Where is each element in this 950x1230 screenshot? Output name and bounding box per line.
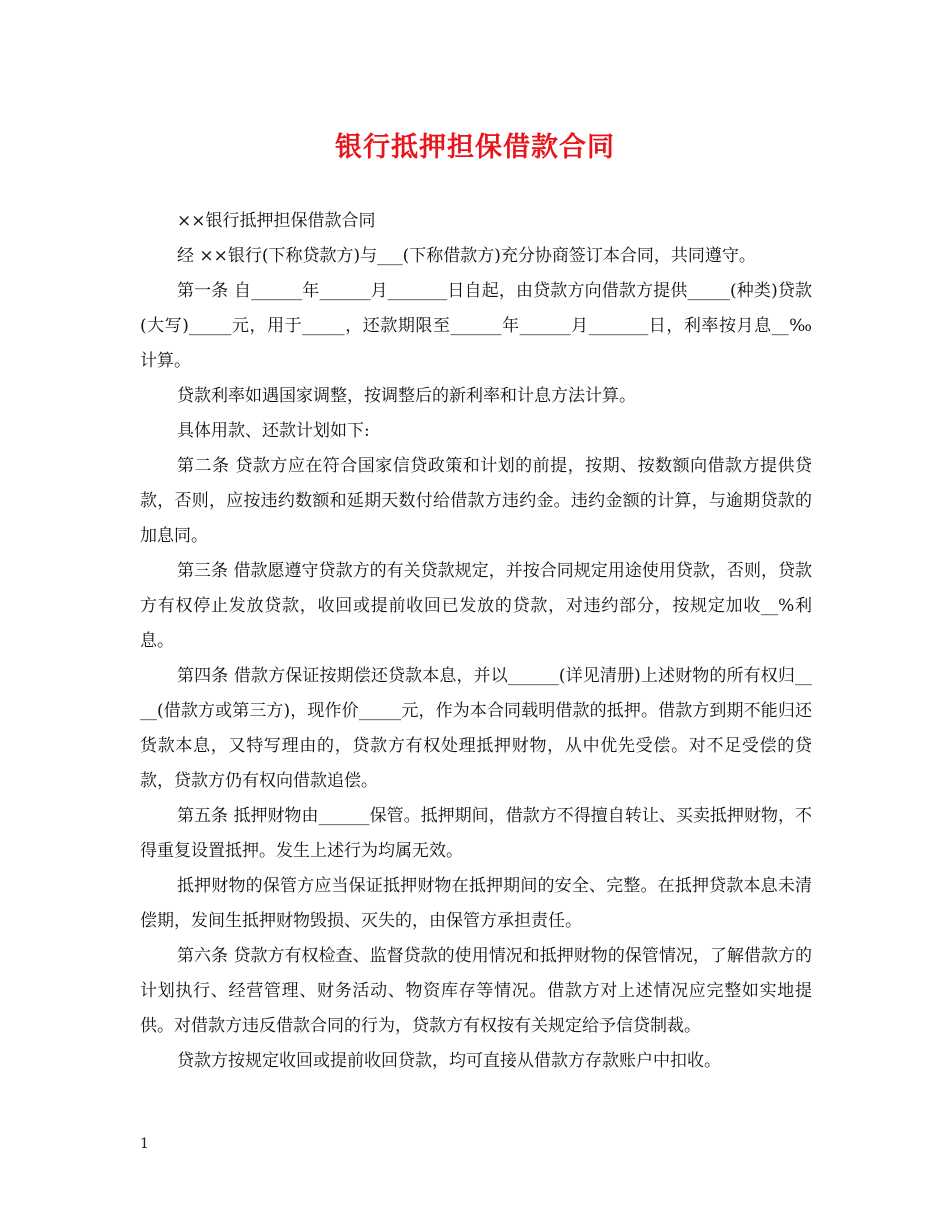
document-title: 银行抵押担保借款合同 — [335, 132, 615, 163]
paragraph-repayment-plan: 具体用款、还款计划如下: — [177, 421, 370, 441]
page-number: 1 — [140, 1136, 149, 1152]
paragraph-article-1: 第一条 自______年______月_______日自起，由贷款方向借款方提供_____(种类)贷款(大写)_____元，用于_____，还款期限至______年______月_______日，利率按月息__‰计算。 — [140, 281, 812, 371]
paragraph-article-3: 第三条 借款愿遵守贷款方的有关贷款规定，并按合同规定用途使用贷款，否则，贷款方有权停止发放贷款，收回或提前收回已发放的贷款，对违约部分，按规定加收__%利息。 — [140, 561, 812, 651]
paragraph-article-4: 第四条 借款方保证按期偿还贷款本息，并以______(详见清册)上述财物的所有权归____(借款方或第三方)，现作价_____元，作为本合同载明借款的抵押。借款方到期不能归还货款本息，又特写理由的，贷款方有权处理抵押财物，从中优先受偿。对不足受偿的贷款，贷款方仍有权向借款追偿。 — [140, 666, 812, 791]
paragraph-article-2: 第二条 贷款方应在符合国家信贷政策和计划的前提，按期、按数额向借款方提供贷款，否则，应按违约数额和延期天数付给借款方违约金。违约金额的计算，与逾期贷款的加息同。 — [140, 456, 812, 546]
paragraph-preamble: 经 ××银行(下称贷款方)与___(下称借款方)充分协商签订本合同，共同遵守。 — [177, 246, 756, 266]
paragraph-interest-adjustment: 贷款利率如遇国家调整，按调整后的新利率和计息方法计算。 — [177, 386, 636, 406]
paragraph-collection: 贷款方按规定收回或提前收回贷款，均可直接从借款方存款账户中扣收。 — [177, 1051, 721, 1071]
paragraph-article-6: 第六条 贷款方有权检查、监督贷款的使用情况和抵押财物的保管情况，了解借款方的计划执行、经营管理、财务活动、物资库存等情况。借款方对上述情况应完整如实地提供。对借款方违反借款合同的行为，贷款方有权按有关规定给予信贷制裁。 — [140, 946, 812, 1036]
paragraph-article-5: 第五条 抵押财物由______保管。抵押期间，借款方不得擅自转让、买卖抵押财物，不得重复设置抵押。发生上述行为均属无效。 — [140, 806, 812, 861]
paragraph-custody-duty: 抵押财物的保管方应当保证抵押财物在抵押期间的安全、完整。在抵押贷款本息未清偿期，发间生抵押财物毁损、灭失的，由保管方承担责任。 — [140, 876, 812, 931]
document-body — [140, 204, 812, 1079]
paragraph-contract-name: ××银行抵押担保借款合同 — [177, 211, 376, 231]
